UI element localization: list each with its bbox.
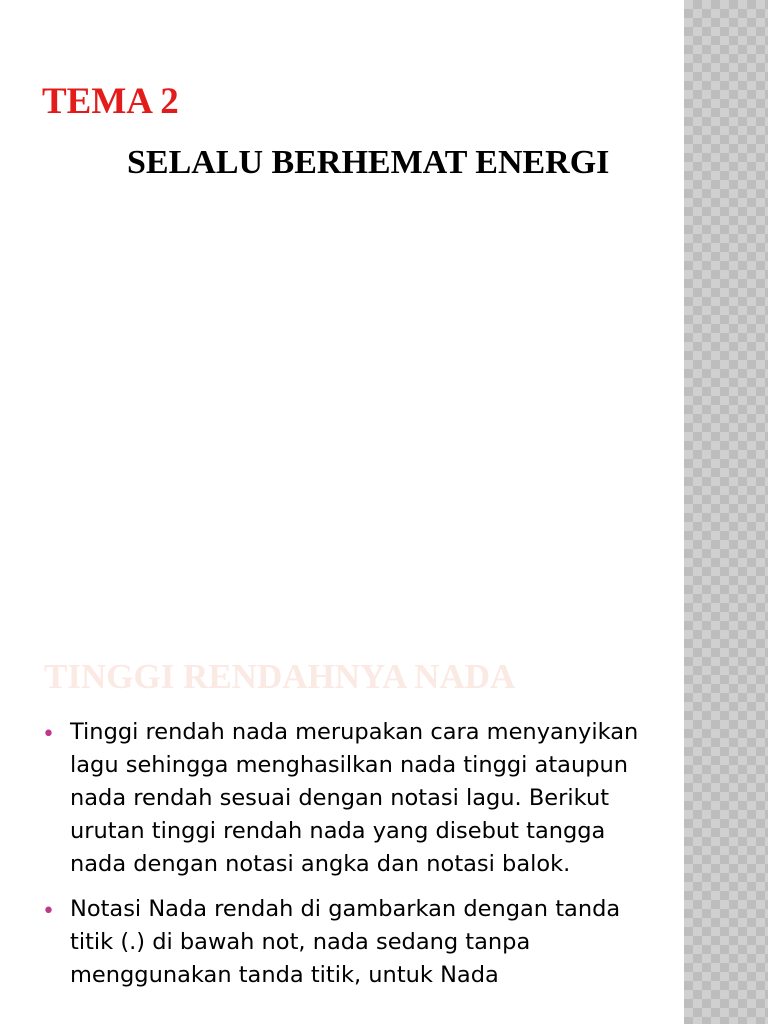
bullet-text: Tinggi rendah nada merupakan cara menyanyikan lagu sehingga menghasilkan nada tinggi ataupun nada rendah sesuai dengan notasi lagu. Berikut urutan tinggi rendah nada yang disebut tangga nada dengan notasi angka dan notasi balok. [70, 719, 639, 877]
section-title: TINGGI RENDAHNYA NADA [44, 657, 516, 696]
slide-title: TEMA 2 [42, 81, 179, 122]
bullet-dot-icon: • [42, 899, 55, 924]
decorative-pattern-panel [684, 0, 768, 1024]
bullet-dot-icon: • [42, 722, 55, 747]
slide-subtitle: SELALU BERHEMAT ENERGI [127, 144, 610, 181]
bullet-item [42, 716, 642, 881]
bullet-item [42, 893, 642, 992]
bullet-list [42, 716, 642, 1004]
bullet-text: Notasi Nada rendah di gambarkan dengan tanda titik (.) di bawah not, nada sedang tanpa menggunakan tanda titik, untuk Nada [70, 896, 621, 988]
